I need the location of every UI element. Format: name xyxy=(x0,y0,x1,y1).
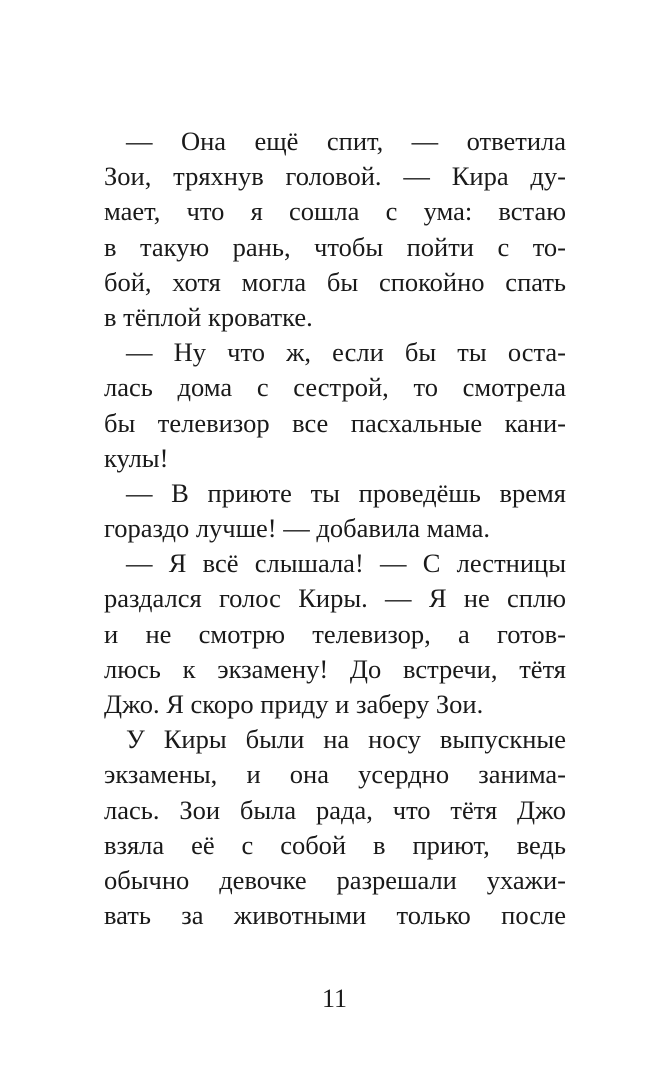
page-number: 11 xyxy=(321,984,348,1013)
text-line: и не смотрю телевизор, а готов- xyxy=(104,618,566,649)
text-line: в тёплой кроватке. xyxy=(104,301,313,332)
text-line: — Она ещё спит, — ответила xyxy=(126,126,566,156)
text-line: раздался голос Киры. — Я не сплю xyxy=(104,583,566,614)
text-line: лась. Зои была рада, что тётя Джо xyxy=(104,794,566,825)
text-line: в такую рань, чтобы пойти с то- xyxy=(104,231,566,262)
text-line: — Ну что ж, если бы ты оста- xyxy=(126,337,566,368)
text-line: кулы! xyxy=(104,442,169,473)
text-line: У Киры были на носу выпускные xyxy=(126,724,566,755)
text-line: гораздо лучше! — добавила мама. xyxy=(104,513,490,544)
text-line: лась дома с сестрой, то смотрела xyxy=(104,372,566,403)
text-line: — В приюте ты проведёшь время xyxy=(126,477,566,508)
text-line: вать за животными только после xyxy=(104,900,566,931)
text-line: мает, что я сошла с ума: встаю xyxy=(104,196,566,227)
text-line: бы телевизор все пасхальные кани- xyxy=(104,407,566,438)
text-line: обычно девочке разрешали ухажи- xyxy=(104,864,566,895)
text-line: люсь к экзамену! До встречи, тётя xyxy=(104,653,566,684)
body-text xyxy=(104,124,566,933)
text-line: — Я всё слышала! — С лестницы xyxy=(126,548,566,579)
text-line: Джо. Я скоро приду и заберу Зои. xyxy=(104,689,484,719)
text-line: Зои, тряхнув головой. — Кира ду- xyxy=(104,161,566,192)
text-line: экзамены, и она усердно занима- xyxy=(104,759,566,790)
text-line: взяла её с собой в приют, ведь xyxy=(104,829,566,860)
text-line: бой, хотя могла бы спокойно спать xyxy=(104,266,566,297)
